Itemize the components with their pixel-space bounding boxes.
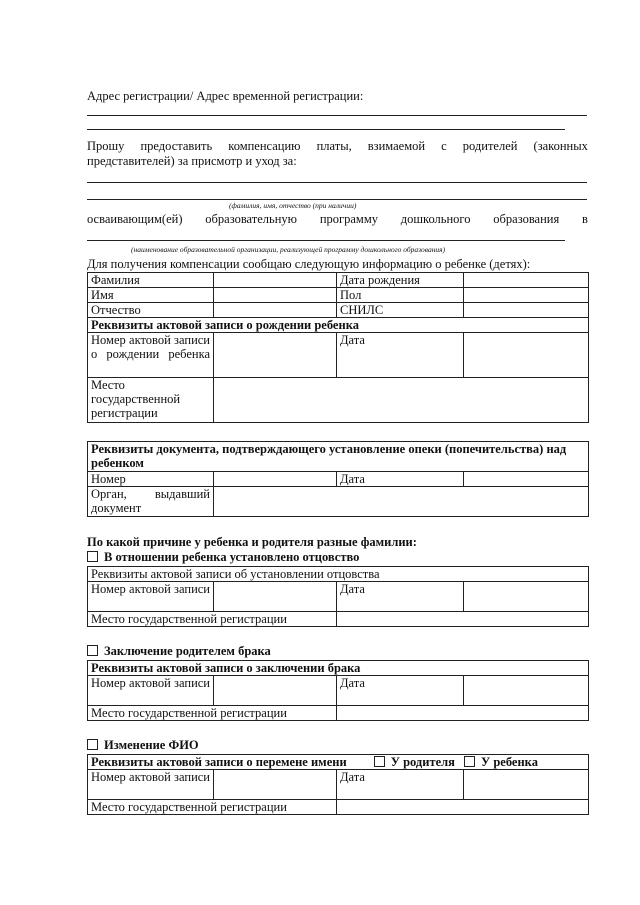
patronymic-value[interactable]: [214, 303, 337, 318]
marriage-header: Реквизиты актовой записи о заключении брака: [88, 661, 589, 676]
org-hint: (наименование образовательной организации, реализующей программу дошкольного образования): [131, 245, 446, 254]
name-value[interactable]: [214, 288, 337, 303]
name-change-place-value[interactable]: [337, 800, 589, 815]
registration-place-label: Место государственной регистрации: [88, 378, 214, 423]
org-line[interactable]: [87, 240, 565, 241]
sex-label: Пол: [337, 288, 464, 303]
info-intro: Для получения компенсации сообщаю следующую информацию о ребенке (детях):: [87, 257, 531, 271]
request-line-1-word: (законных: [533, 139, 588, 153]
guardianship-table: [87, 441, 589, 517]
paternity-header: Реквизиты актовой записи об установлении отцовства: [88, 567, 589, 582]
child-option[interactable]: [464, 755, 538, 769]
record-number-value[interactable]: [214, 333, 337, 378]
parent-checkbox[interactable]: [374, 756, 385, 767]
paternity-place-value[interactable]: [337, 612, 589, 627]
record-number-label: Номер актовой записи о рождении ребенка: [88, 333, 214, 378]
name-change-header: Реквизиты актовой записи о перемене имени: [91, 755, 347, 769]
marriage-place-label: Место государственной регистрации: [88, 706, 337, 721]
patronymic-label: Отчество: [88, 303, 214, 318]
paternity-table: [87, 566, 589, 627]
name-label: Имя: [88, 288, 214, 303]
paternity-date-value[interactable]: [464, 582, 589, 612]
fio-hint: (фамилия, имя, отчество (при наличии): [229, 201, 357, 210]
surname-value[interactable]: [214, 273, 337, 288]
issuer-label: Орган, выдавший документ: [88, 487, 214, 517]
birth-date-label: Дата рождения: [337, 273, 464, 288]
name-change-date-value[interactable]: [464, 770, 589, 800]
request-line-2: представителей) за присмотр и уход за:: [87, 154, 297, 168]
name-change-number-label: Номер актовой записи: [88, 770, 214, 800]
request-line-1-word: родителей: [462, 139, 518, 153]
record-date-label: Дата: [337, 333, 464, 378]
request-line-1-word: с: [441, 139, 447, 153]
paternity-checkbox[interactable]: [87, 551, 98, 562]
request-line-1: [87, 139, 588, 154]
marriage-option-label: Заключение родителем брака: [104, 644, 271, 658]
surname-label: Фамилия: [88, 273, 214, 288]
request-line-1-word: компенсацию: [228, 139, 301, 153]
reason-question: По какой причине у ребенка и родителя разные фамилии:: [87, 535, 417, 549]
parent-option-label: У родителя: [390, 755, 455, 769]
child-option-label: У ребенка: [481, 755, 538, 769]
marriage-checkbox[interactable]: [87, 645, 98, 656]
request-line-3-word: образовательную: [205, 212, 298, 226]
request-line-1-word: предоставить: [140, 139, 213, 153]
fio-line-1[interactable]: [87, 182, 587, 183]
marriage-number-label: Номер актовой записи: [88, 676, 214, 706]
request-line-3: [87, 212, 588, 227]
record-date-value[interactable]: [464, 333, 589, 378]
guardianship-number-label: Номер: [88, 472, 214, 487]
guardianship-header: Реквизиты документа, подтверждающего установление опеки (попечительства) над ребенком: [88, 442, 589, 472]
child-checkbox[interactable]: [464, 756, 475, 767]
issuer-value[interactable]: [214, 487, 589, 517]
guardianship-number-value[interactable]: [214, 472, 337, 487]
marriage-number-value[interactable]: [214, 676, 337, 706]
sex-value[interactable]: [464, 288, 589, 303]
name-change-checkbox[interactable]: [87, 739, 98, 750]
paternity-number-value[interactable]: [214, 582, 337, 612]
request-line-3-word: дошкольного: [400, 212, 471, 226]
guardianship-date-label: Дата: [337, 472, 464, 487]
name-change-option[interactable]: [87, 738, 199, 753]
marriage-option[interactable]: [87, 644, 271, 659]
request-line-3-word: образования: [493, 212, 560, 226]
request-line-1-word: взимаемой: [367, 139, 426, 153]
address-line-2[interactable]: [87, 129, 565, 130]
request-line-1-word: Прошу: [87, 139, 125, 153]
birth-record-header: Реквизиты актовой записи о рождении ребенка: [88, 318, 589, 333]
fio-line-2[interactable]: [87, 199, 587, 200]
request-line-3-word: в: [582, 212, 588, 226]
registration-place-value[interactable]: [214, 378, 589, 423]
marriage-table: [87, 660, 589, 721]
name-change-date-label: Дата: [337, 770, 464, 800]
child-info-table: [87, 272, 589, 423]
paternity-number-label: Номер актовой записи: [88, 582, 214, 612]
snils-label: СНИЛС: [337, 303, 464, 318]
snils-value[interactable]: [464, 303, 589, 318]
guardianship-date-value[interactable]: [464, 472, 589, 487]
parent-option[interactable]: [374, 755, 455, 769]
paternity-option-label: В отношении ребенка установлено отцовство: [104, 550, 360, 564]
address-label: Адрес регистрации/ Адрес временной регистрации:: [87, 89, 364, 103]
birth-date-value[interactable]: [464, 273, 589, 288]
name-change-header-row: [88, 755, 589, 770]
paternity-place-label: Место государственной регистрации: [88, 612, 337, 627]
marriage-date-label: Дата: [337, 676, 464, 706]
request-line-1-word: платы,: [316, 139, 352, 153]
request-line-3-word: осваивающим(ей): [87, 212, 183, 226]
request-line-3-word: программу: [319, 212, 378, 226]
name-change-number-value[interactable]: [214, 770, 337, 800]
marriage-date-value[interactable]: [464, 676, 589, 706]
marriage-place-value[interactable]: [337, 706, 589, 721]
paternity-option[interactable]: [87, 550, 359, 565]
paternity-date-label: Дата: [337, 582, 464, 612]
address-line-1[interactable]: [87, 115, 587, 116]
name-change-place-label: Место государственной регистрации: [88, 800, 337, 815]
name-change-option-label: Изменение ФИО: [104, 738, 199, 752]
name-change-table: [87, 754, 589, 815]
